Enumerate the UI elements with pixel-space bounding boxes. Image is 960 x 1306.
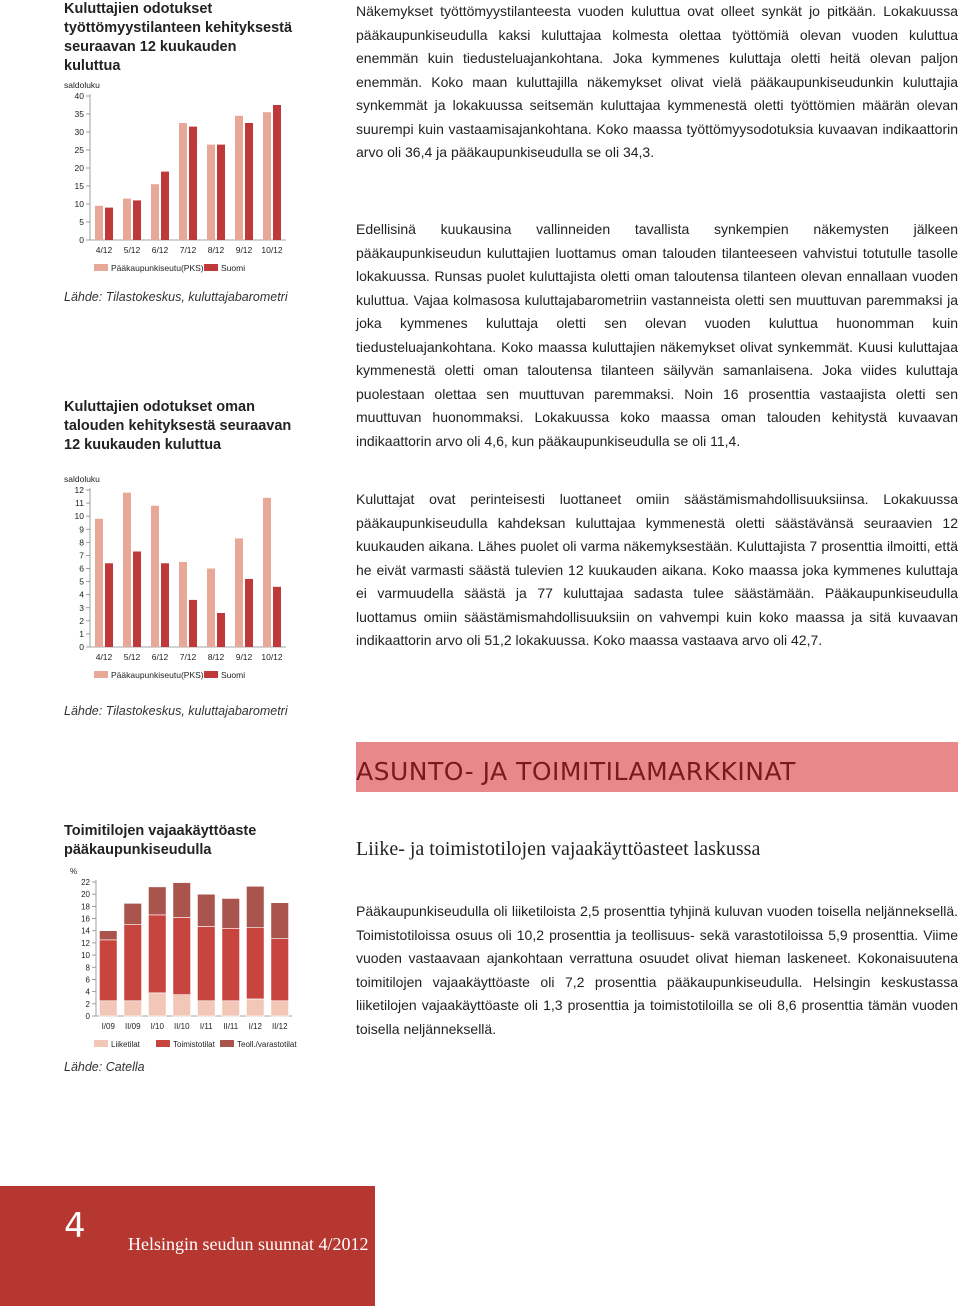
bar-teollvarastotilat-I/12: [246, 886, 264, 927]
y-axis-label: saldoluku: [64, 474, 100, 484]
legend-swatch: [204, 264, 218, 271]
y-tick-label: 14: [81, 926, 90, 936]
y-tick-label: 8: [85, 963, 90, 973]
paragraph-savings: Kuluttajat ovat perinteisesti luottaneet omiin säästämismahdollisuuksiinsa. Lokakuussa pääkaupunkiseudulla kahdeksan kuluttajaa kymmenestä oletti säästävänsä seuraavien 12 kuukauden aikana. Lähes puolet oli varma näkemyksestään. Kuluttajista 7 prosenttia ilmoitti, että he eivät varmasti säästä tulevien 12 kuukauden aikana. Koko maassa joka kymmenes kuluttaja ei varmuudella säästä ja 77 kuluttajaa sadasta tulee säästämään. Pääkaupunkiseudulla luottamus omiin säästämismahdollisuuksiin on vahvempi kuin koko maassa ja sitä kuvaavan indikaattorin arvo oli 51,2 lokakuussa. Koko maassa vastaava arvo oli 42,7.: [356, 491, 958, 648]
legend-label: Suomi: [221, 670, 246, 680]
bar-teollvarastotilat-II/10: [173, 883, 191, 918]
bar-pks-6/12: [151, 184, 159, 240]
bar-liiketilat-I/10: [148, 993, 166, 1016]
bar-liiketilat-I/11: [197, 1001, 215, 1016]
y-tick-label: 5: [79, 576, 84, 587]
x-tick-label: I/10: [150, 1022, 164, 1031]
y-tick-label: 8: [79, 537, 84, 548]
y-tick-label: 11: [75, 498, 84, 509]
paragraph-own-economy: Edellisinä kuukausina vallinneiden tavallista synkempien näkemysten jälkeen pääkaupunkiseudun kuluttajien luottamus oman talouden tilanteeseen vahvistui totutulle tasolle lokakuussa. Runsas puolet kuluttajista oletti oman taloutensa tilanteen olevan ennallaan vuoden kuluttua. Vajaa kolmasosa kuluttajabarometriin vastanneista oletti sen muuttuvan paremmaksi ja joka kymmenes kuluttaja oletti sen olevan vuoden kuluttua huonomman kuin tiedusteluajankohtana. Koko maassa kuluttajien näkemykset olivat synkemmät. Kuusi kuluttajaa kymmenestä oletti oman taloutensa tilanteen säilyvän samanlaisena. Joka viides kuluttaja puolestaan olettaa sen muuttuvan paremmaksi. Noin 16 prosenttia vastaajista oletti sen muuttuvan huonommaksi. Lokakuussa koko maassa oman talouden kehitystä kuvaavan indikaattorin arvo oli 4,6, kun pääkaupunkiseudulla se oli 11,4.: [356, 221, 958, 449]
y-tick-label: 4: [79, 589, 84, 600]
x-tick-label: I/11: [199, 1022, 213, 1031]
chart3-title: Toimitilojen vajaakäyttöaste pääkaupunkiseudulla: [64, 823, 257, 858]
legend-swatch: [204, 671, 218, 678]
y-tick-label: 0: [79, 642, 84, 652]
x-tick-label: 9/12: [235, 245, 253, 255]
bar-liiketilat-II/09: [124, 1001, 142, 1016]
bar-suomi-6/12: [161, 563, 169, 647]
bar-suomi-10/12: [273, 587, 281, 647]
bar-suomi-4/12: [105, 208, 113, 240]
y-tick-label: 22: [81, 878, 90, 887]
bar-pks-9/12: [235, 538, 243, 647]
bar-teollvarastotilat-II/11: [222, 898, 240, 928]
y-tick-label: 2: [85, 999, 90, 1009]
legend-label: Liiketilat: [111, 1040, 140, 1049]
y-tick-label: 10: [81, 951, 90, 961]
bar-toimistotilat-I/10: [148, 915, 166, 993]
bar-toimistotilat-II/10: [173, 917, 191, 994]
bar-pks-8/12: [207, 145, 215, 240]
x-tick-label: II/11: [223, 1022, 239, 1031]
bar-suomi-5/12: [133, 551, 141, 647]
y-tick-label: 0: [79, 235, 84, 245]
y-tick-label: 12: [81, 938, 90, 948]
y-tick-label: 18: [81, 902, 90, 912]
section-title: ASUNTO- JA TOIMITILAMARKKINAT: [356, 757, 796, 786]
bar-suomi-7/12: [189, 600, 197, 647]
y-tick-label: 30: [74, 127, 84, 137]
bar-suomi-9/12: [245, 579, 253, 647]
bar-teollvarastotilat-II/12: [271, 903, 289, 939]
footer-band: [0, 1186, 375, 1306]
bar-pks-7/12: [179, 123, 187, 240]
chart-svg: [60, 866, 300, 1050]
y-tick-label: 15: [74, 181, 84, 191]
y-tick-label: 40: [74, 91, 84, 101]
y-tick-label: 7: [79, 550, 84, 561]
legend-swatch: [94, 671, 108, 678]
bar-pks-4/12: [95, 519, 103, 647]
bar-pks-10/12: [263, 498, 271, 647]
chart1-title: Kuluttajien odotukset työttömyystilanteen kehityksestä seuraavan 12 kuukauden kuluttua: [64, 1, 293, 74]
bar-toimistotilat-I/09: [99, 940, 117, 1001]
y-tick-label: 10: [74, 199, 84, 209]
bar-pks-8/12: [207, 569, 215, 648]
bar-suomi-4/12: [105, 563, 113, 647]
y-tick-label: 0: [85, 1012, 90, 1021]
y-tick-label: 6: [79, 563, 84, 574]
bar-pks-7/12: [179, 562, 187, 647]
bar-suomi-8/12: [217, 145, 225, 240]
bar-teollvarastotilat-II/09: [124, 903, 142, 924]
bar-teollvarastotilat-I/11: [197, 894, 215, 926]
chart2-source: Lähde: Tilastokeskus, kuluttajabarometri: [64, 704, 288, 718]
x-tick-label: 4/12: [95, 652, 113, 662]
legend-label: Pääkaupunkiseutu(PKS): [111, 670, 204, 680]
bar-toimistotilat-II/09: [124, 925, 142, 1001]
x-tick-label: 10/12: [261, 245, 283, 255]
x-tick-label: 7/12: [179, 245, 197, 255]
chart2-title: Kuluttajien odotukset oman talouden kehityksestä seuraavan 12 kuukauden kuluttua: [64, 399, 292, 453]
y-tick-label: 6: [85, 975, 90, 985]
x-tick-label: II/10: [173, 1022, 190, 1031]
y-tick-label: 20: [74, 163, 84, 173]
bar-toimistotilat-II/12: [271, 939, 289, 1001]
chart1-source: Lähde: Tilastokeskus, kuluttajabarometri: [64, 290, 288, 304]
x-tick-label: I/12: [248, 1022, 262, 1031]
bar-liiketilat-II/10: [173, 995, 191, 1016]
bar-teollvarastotilat-I/10: [148, 887, 166, 915]
paragraph-vacancy: Pääkaupunkiseudulla oli liiketiloista 2,5 prosenttia tyhjinä kuluvan vuoden toisella neljänneksellä. Toimistotiloissa osuus oli 10,2 prosenttia ja teollisuus- sekä varastotiloissa 5,9 prosenttia. Viime vuoden vastaavaan ajankohtaan verrattuna osuudet olivat hieman laskeneet. Kokonaisuutena toimitilojen vajaakäyttöaste oli 7,2 prosenttia pääkaupunkiseudulla. Helsingin keskustassa liiketilojen vajaakäyttöaste oli 1,3 prosenttia ja toimistotiloilla se oli 8,6 prosenttia tämän vuoden toisella neljänneksellä.: [356, 903, 958, 1037]
bar-toimistotilat-I/11: [197, 926, 215, 1000]
chart3-source: Lähde: Catella: [64, 1060, 145, 1074]
bar-suomi-8/12: [217, 613, 225, 647]
y-tick-label: 3: [79, 602, 84, 613]
chart-svg: [60, 76, 300, 276]
bar-pks-5/12: [123, 493, 131, 647]
bar-suomi-6/12: [161, 172, 169, 240]
legend-swatch: [220, 1040, 234, 1047]
x-tick-label: II/09: [124, 1022, 141, 1031]
bar-liiketilat-II/11: [222, 1001, 240, 1016]
x-tick-label: 8/12: [207, 652, 225, 662]
legend-label: Pääkaupunkiseutu(PKS): [111, 263, 204, 273]
x-tick-label: 8/12: [207, 245, 225, 255]
bar-toimistotilat-II/11: [222, 928, 240, 1000]
section-banner: [356, 742, 958, 792]
y-tick-label: 20: [81, 890, 90, 900]
x-tick-label: 4/12: [95, 245, 113, 255]
legend-swatch: [156, 1040, 170, 1047]
bar-pks-5/12: [123, 199, 131, 240]
x-tick-label: 6/12: [151, 245, 169, 255]
legend-label: Teoll./varastotilat: [237, 1040, 297, 1049]
x-tick-label: 5/12: [123, 245, 141, 255]
y-tick-label: 16: [81, 914, 90, 924]
legend-label: Toimistotilat: [173, 1040, 215, 1049]
bar-liiketilat-I/09: [99, 1001, 117, 1016]
y-tick-label: 5: [79, 217, 84, 227]
y-axis-label: %: [70, 867, 78, 876]
y-tick-label: 10: [74, 511, 84, 522]
legend-label: Suomi: [221, 263, 246, 273]
y-tick-label: 25: [74, 145, 84, 155]
bar-suomi-9/12: [245, 123, 253, 240]
chart1-title-block: [64, 0, 296, 76]
bar-liiketilat-II/12: [271, 1001, 289, 1016]
bar-suomi-5/12: [133, 200, 141, 240]
bar-pks-6/12: [151, 506, 159, 647]
x-tick-label: II/12: [271, 1022, 288, 1031]
x-tick-label: I/09: [101, 1022, 115, 1031]
bar-liiketilat-I/12: [246, 999, 264, 1016]
chart2-economy-expectations: [60, 470, 300, 686]
y-axis-label: saldoluku: [64, 80, 100, 90]
y-tick-label: 35: [74, 109, 84, 119]
x-tick-label: 5/12: [123, 652, 141, 662]
y-tick-label: 2: [79, 615, 84, 626]
bar-teollvarastotilat-I/09: [99, 931, 117, 940]
bar-suomi-10/12: [273, 105, 281, 240]
bar-toimistotilat-I/12: [246, 928, 264, 999]
bar-pks-4/12: [95, 206, 103, 240]
publication-name: Helsingin seudun suunnat 4/2012: [128, 1234, 369, 1254]
x-tick-label: 6/12: [151, 652, 169, 662]
y-tick-label: 12: [74, 485, 84, 495]
footer: [0, 1186, 960, 1306]
y-tick-label: 9: [79, 524, 84, 535]
bar-pks-9/12: [235, 116, 243, 240]
bar-suomi-7/12: [189, 127, 197, 240]
chart-svg: [60, 470, 300, 686]
paragraph-unemployment: Näkemykset työttömyystilanteesta vuoden kuluttua ovat olleet synkät jo pitkään. Lokakuussa pääkaupunkiseudulla kaksi kuluttajaa kolmesta olettaa työttömiä olevan vuoden kuluttua enemmän kuin tiedusteluajankohtana. Joka kymmenes kuluttaja oletti heitä olevan paljon enemmän. Koko maan kuluttajilla näkemykset olivat vielä pääkaupunkiseudunkin kuluttajia synkemmät ja lokakuussa seitsemän kuluttajaa kymmenestä oletti työttömien määrän olevan suurempi kuin vastaamisajankohtana. Koko maassa työttömyysodotuksia kuvaavan indikaattorin arvo oli 36,4 ja pääkaupunkiseudulla se oli 34,3.: [356, 3, 958, 160]
y-tick-label: 1: [79, 628, 84, 639]
bar-pks-10/12: [263, 112, 271, 240]
x-tick-label: 9/12: [235, 652, 253, 662]
chart2-title-block: [64, 398, 296, 455]
chart1-unemployment-expectations: [60, 76, 300, 276]
page-number: 4: [64, 1206, 86, 1246]
sub-heading: Liike- ja toimistotilojen vajaakäyttöasteet laskussa: [356, 838, 761, 860]
x-tick-label: 7/12: [179, 652, 197, 662]
legend-swatch: [94, 264, 108, 271]
chart3-title-block: [64, 822, 296, 860]
legend-swatch: [94, 1040, 108, 1047]
chart3-vacancy-rates: [60, 866, 300, 1050]
x-tick-label: 10/12: [261, 652, 283, 662]
y-tick-label: 4: [85, 987, 90, 997]
